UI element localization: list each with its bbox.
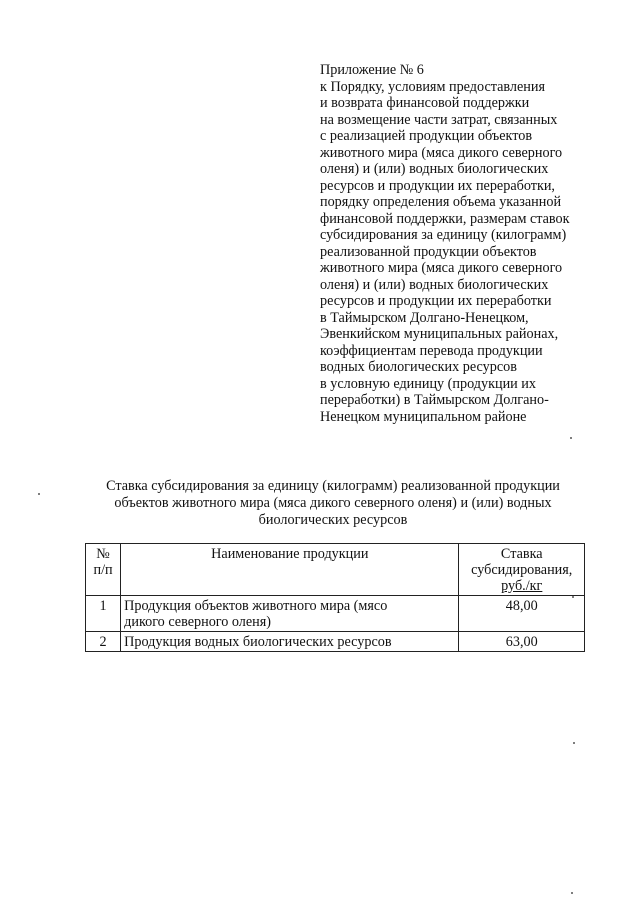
header-number-cell: [86, 544, 121, 596]
row-number-cell: 2: [86, 632, 121, 652]
appendix-line: водных биологических ресурсов: [320, 359, 517, 375]
header-rate-line: субсидирования,: [471, 562, 573, 578]
title-line: биологических ресурсов: [258, 512, 408, 528]
title-line: Ставка субсидирования за единицу (килограмм) реализованной продукции: [106, 478, 560, 494]
appendix-line: в Таймырском Долгано-Ненецком,: [320, 309, 529, 326]
appendix-line: реализованной продукции объектов: [320, 243, 537, 260]
header-number-symbol: №: [96, 546, 110, 562]
header-rate-unit: руб./кг: [501, 578, 543, 594]
row-rate-cell: 48,00: [459, 596, 585, 632]
scan-speck: [570, 437, 572, 439]
row-rate-cell: 63,00: [459, 632, 585, 652]
scan-speck: [38, 493, 40, 495]
appendix-line: порядку определения объема указанной: [320, 194, 562, 210]
header-number-abbr: п/п: [93, 562, 113, 578]
appendix-line: коэффициентам перевода продукции: [320, 342, 543, 359]
appendix-line: оленя) и (или) водных биологических: [320, 161, 549, 177]
document-title: [60, 478, 606, 529]
row-number-cell: 1: [86, 596, 121, 632]
appendix-line: субсидирования за единицу (килограмм): [320, 227, 567, 243]
appendix-line: ресурсов и продукции их переработки,: [320, 177, 555, 194]
appendix-line: ресурсов и продукции их переработки: [320, 293, 552, 309]
row-name-line: Продукция водных биологических ресурсов: [124, 634, 392, 650]
appendix-line: на возмещение части затрат, связанных: [320, 111, 558, 128]
header-rate-cell: [459, 544, 585, 596]
appendix-line: животного мира (мяса дикого северного: [320, 260, 563, 276]
appendix-line: в условную единицу (продукции их: [320, 375, 536, 392]
appendix-line: финансовой поддержки, размерам ставок: [320, 210, 570, 227]
table-row: [86, 596, 585, 632]
appendix-line: переработки) в Таймырском Долгано-: [320, 392, 549, 408]
appendix-line: оленя) и (или) водных биологических: [320, 276, 549, 293]
subsidy-rates-table: [85, 543, 585, 652]
appendix-line: с реализацией продукции объектов: [320, 128, 533, 144]
header-name-cell: [121, 544, 459, 596]
appendix-header: [320, 62, 590, 425]
appendix-line: к Порядку, условиям предоставления: [320, 78, 546, 95]
table-header-row: [86, 544, 585, 596]
header-name-label: Наименование продукции: [211, 546, 369, 562]
appendix-line: и возврата финансовой поддержки: [320, 95, 530, 111]
scan-speck: [571, 892, 573, 894]
row-name-cell: [121, 596, 459, 632]
row-name-line: дикого северного оленя): [124, 614, 272, 630]
row-name-line: Продукция объектов животного мира (мясо: [124, 598, 388, 614]
appendix-line: Эвенкийском муниципальных районах,: [320, 326, 559, 342]
appendix-line: Приложение № 6: [320, 62, 424, 78]
appendix-line: животного мира (мяса дикого северного: [320, 144, 563, 161]
title-line: объектов животного мира (мяса дикого северного оленя) и (или) водных: [114, 495, 552, 511]
header-rate-line: Ставка: [500, 546, 543, 562]
scan-speck: [572, 596, 574, 598]
appendix-line: Ненецком муниципальном районе: [320, 408, 527, 425]
scan-speck: [573, 742, 575, 744]
row-name-cell: [121, 632, 459, 652]
table-row: [86, 632, 585, 652]
